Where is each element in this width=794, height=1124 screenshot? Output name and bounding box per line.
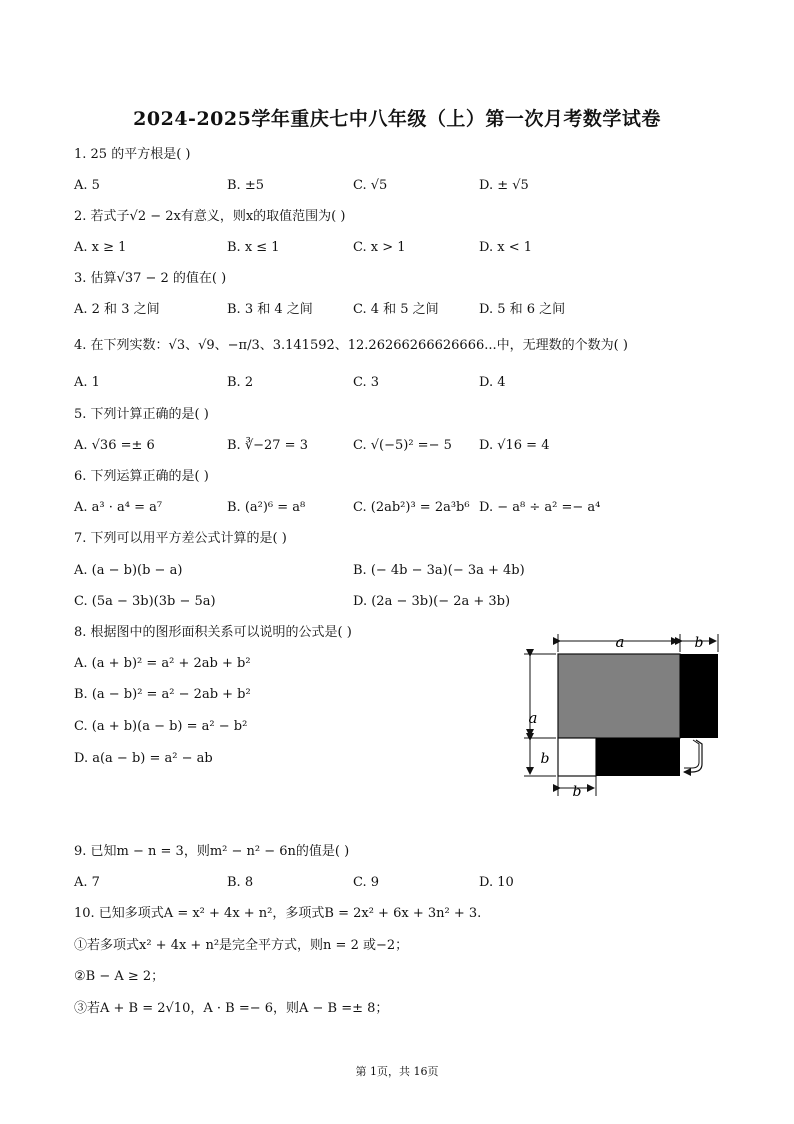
q7-option-d: D. (2a − 3b)(− 2a + 3b) [353, 594, 511, 609]
q10-statement-3: ③若A + B = 2√10，A · B =− 6，则A − B =± 8； [74, 1001, 389, 1016]
q7-option-c: C. (5a − 3b)(3b − 5a) [74, 594, 216, 609]
q3-option-a: A. 2 和 3 之间 [74, 302, 160, 317]
q5-option-d: D. √16 = 4 [479, 438, 550, 453]
q8-option-b: B. (a − b)² = a² − 2ab + b² [74, 687, 251, 702]
question-9-stem: 9. 已知m − n = 3，则m² − n² − 6n的值是( ) [74, 844, 350, 859]
q10-statement-1: ①若多项式x² + 4x + n²是完全平方式，则n = 2 或−2； [74, 938, 409, 953]
question-1-stem: 1. 25 的平方根是( ) [74, 147, 191, 162]
question-6-stem: 6. 下列运算正确的是( ) [74, 469, 209, 484]
gray-rectangle [558, 654, 680, 738]
q4-option-c: C. 3 [353, 375, 380, 390]
q3-option-c: C. 4 和 5 之间 [353, 302, 439, 317]
q3-option-d: D. 5 和 6 之间 [479, 302, 566, 317]
q9-option-c: C. 9 [353, 875, 380, 890]
question-4-stem: 4. 在下列实数：√3、√9、−π/3、3.141592̇、12.26266266626666...中，无理数的个数为( ) [74, 338, 628, 353]
q9-option-a: A. 7 [74, 875, 100, 890]
page-title: 2024-2025学年重庆七中八年级（上）第一次月考数学试卷 [133, 108, 661, 130]
q8-option-d: D. a(a − b) = a² − ab [74, 751, 213, 766]
q8-option-c: C. (a + b)(a − b) = a² − b² [74, 719, 248, 734]
q4-option-b: B. 2 [227, 375, 254, 390]
bottom-black-strip [596, 738, 680, 776]
q1-option-d: D. ± √5 [479, 178, 529, 193]
label-a-left: a [528, 709, 538, 727]
q2-option-b: B. x ≤ 1 [227, 240, 280, 255]
q4-option-d: D. 4 [479, 375, 506, 390]
q2-option-d: D. x < 1 [479, 240, 532, 255]
q2-option-a: A. x ≥ 1 [74, 240, 127, 255]
right-black-strip [680, 654, 718, 738]
q6-option-b: B. (a²)⁶ = a⁸ [227, 500, 306, 515]
q6-option-c: C. (2ab²)³ = 2a³b⁶ [353, 500, 470, 515]
q1-option-b: B. ±5 [227, 178, 264, 193]
q6-option-a: A. a³ · a⁴ = a⁷ [74, 500, 163, 515]
q6-option-d: D. − a⁸ ÷ a² =− a⁴ [479, 500, 601, 515]
question-10-stem: 10. 已知多项式A = x² + 4x + n²，多项式B = 2x² + 6x + 3n² + 3. [74, 906, 482, 921]
question-3-stem: 3. 估算√37 − 2 的值在( ) [74, 271, 227, 286]
label-b-top: b [694, 635, 704, 651]
q2-option-c: C. x > 1 [353, 240, 406, 255]
question-2-stem: 2. 若式子√2 − 2x有意义，则x的取值范围为( ) [74, 209, 346, 224]
q1-option-a: A. 5 [74, 178, 100, 193]
q1-option-c: C. √5 [353, 178, 388, 193]
area-figure [516, 626, 726, 801]
q5-option-c: C. √(−5)² =− 5 [353, 438, 452, 453]
q4-option-a: A. 1 [74, 375, 100, 390]
label-b-bottom: b [572, 784, 582, 800]
question-5-stem: 5. 下列计算正确的是( ) [74, 407, 209, 422]
q7-option-b: B. (− 4b − 3a)(− 3a + 4b) [353, 563, 525, 578]
q9-option-b: B. 8 [227, 875, 254, 890]
label-a-top: a [615, 633, 625, 651]
q10-statement-2: ②B − A ≥ 2； [74, 969, 165, 984]
q5-option-b: B. ∛−27 = 3 [227, 438, 308, 453]
label-b-left: b [540, 751, 550, 767]
q8-option-a: A. (a + b)² = a² + 2ab + b² [74, 656, 251, 671]
q3-option-b: B. 3 和 4 之间 [227, 302, 313, 317]
q5-option-a: A. √36 =± 6 [74, 438, 155, 453]
q9-option-d: D. 10 [479, 875, 514, 890]
question-7-stem: 7. 下列可以用平方差公式计算的是( ) [74, 531, 287, 546]
white-square [558, 738, 596, 776]
question-8-stem: 8. 根据图中的图形面积关系可以说明的公式是( ) [74, 625, 352, 640]
page-footer: 第 1页，共 16页 [355, 1065, 439, 1078]
q7-option-a: A. (a − b)(b − a) [74, 563, 183, 578]
